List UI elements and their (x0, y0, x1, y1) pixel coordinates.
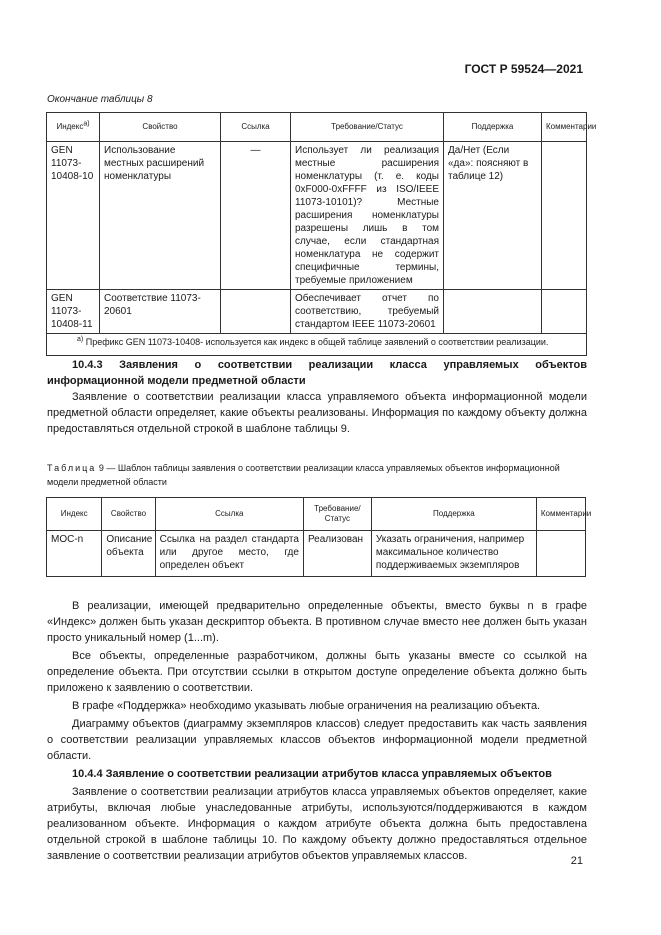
cell-req: Реализован (303, 531, 371, 577)
table8-header-property: Свойство (100, 113, 221, 142)
body-text (47, 598, 587, 866)
cell-ref (221, 290, 291, 334)
table9-header-support: Поддержка (371, 498, 536, 531)
section-heading: 10.4.4 Заявление о соответствии реализации атрибутов класса управляемых объектов (72, 768, 552, 780)
table9-header-row (47, 498, 586, 531)
cell-index: MOC-n (47, 531, 102, 577)
table8-header-ref: Ссылка (221, 113, 291, 142)
cell-comments (542, 290, 587, 334)
cell-req: Использует ли реализация местные расширения номенклатуры (т. е. коды 0xF000-0xFFFF из ISO/IEEE 11073-10101)? Местные расширения номенклатуры разрешены лишь в том случае, если стандартная номенклатура не содержит специфичные термины, требуемые приложением (291, 142, 444, 290)
table-row (47, 142, 587, 290)
table9-caption: Таблица 9 — Шаблон таблицы заявления о соответствии реализации класса управляемых объектов информационной модели предметной области (47, 463, 560, 487)
cell-req: Обеспечивает отчет по соответствию, требуемый стандартом IEEE 11073-20601 (291, 290, 444, 334)
cell-ref: — (221, 142, 291, 290)
table9-header-ref: Ссылка (155, 498, 303, 531)
cell-support: Да/Нет (Если «да»: поясняют в таблице 12) (444, 142, 542, 290)
cell-property: Использование местных расширений номенклатуры (100, 142, 221, 290)
cell-index: GEN 11073-10408-11 (47, 290, 100, 334)
table9-header-comments: Комментарии (536, 498, 585, 531)
cell-property: Соответствие 11073-20601 (100, 290, 221, 334)
footnote-marker: а) (83, 120, 90, 128)
table9 (46, 497, 592, 577)
cell-index: GEN 11073-10408-10 (47, 142, 100, 290)
table8-footnote: $^{а)}$ Префикс GEN 11073-10408- используется как индекс в общей таблице заявлений о соответствии реализации. (47, 334, 587, 356)
table9-header-property: Свойство (102, 498, 155, 531)
table-row (47, 531, 586, 577)
table-row (47, 290, 587, 334)
cell-comments (536, 531, 585, 577)
section-heading: 10.4.3 Заявления о соответствии реализации класса управляемых объектов информационной модели предметной области (47, 359, 587, 387)
document-code: ГОСТ Р 59524—2021 (464, 62, 583, 76)
table8 (46, 112, 597, 356)
cell-comments (542, 142, 587, 290)
table9-header-index: Индекс (47, 498, 102, 531)
cell-ref: Ссылка на раздел стандарта или другое место, где определен объект (155, 531, 303, 577)
table8-header-row (47, 113, 587, 142)
table8-header-index: Индекс$^{а)}$ (47, 113, 100, 142)
paragraph: Диаграмму объектов (диаграмму экземпляров классов) следует предоставить как часть заявления о соответствии реализации управляемых классов объектов информационной модели предметной области. (47, 718, 587, 762)
cell-support: Указать ограничения, например максимальное количество поддерживаемых экземпляров (371, 531, 536, 577)
footnote-marker: а) (77, 336, 84, 343)
cell-support (444, 290, 542, 334)
section-text: Заявление о соответствии реализации атрибутов класса управляемых объектов определяет, какие атрибуты, включая любые унаследованные атрибуты, используются/поддерживаются в каждом реализованном объекте. Информация о каждом атрибуте объекта должна быть предоставлена отдельной строкой в шаблоне таблицы 10. По каждому объекту должно предоставляться отдельное заявление о соответствии реализации атрибутов объектов управляемых классов. (47, 786, 587, 862)
section-10-4-3 (47, 357, 587, 437)
cell-property: Описание объекта (102, 531, 155, 577)
paragraph: Все объекты, определенные разработчиком, должны быть указаны вместе со ссылкой на определение объекта. При отсутствии ссылки в открытом доступе определение объекта должно быть приложено к заявлению о соответствии. (47, 650, 587, 694)
table8-footnote-row (47, 334, 587, 356)
page-number: 21 (570, 855, 583, 867)
table8-caption: Окончание таблицы 8 (47, 94, 153, 105)
table8-header-support: Поддержка (444, 113, 542, 142)
table9-header-req: Требование/ Статус (303, 498, 371, 531)
table8-header-comments: Комментарии (542, 113, 587, 142)
paragraph: В графе «Поддержка» необходимо указывать любые ограничения на реализацию объекта. (72, 700, 541, 712)
paragraph: В реализации, имеющей предварительно определенные объекты, вместо буквы n в графе «Индекс» должен быть указан дескриптор объекта. В противном случае вместо нее должен быть указан просто уникальный номер (1...m). (47, 600, 587, 644)
table8-header-req: Требование/Статус (291, 113, 444, 142)
section-text: Заявление о соответствии реализации класса управляемого объекта информационной модели предметной области определяет, какие объекты реализованы. Информация по каждому объекту должна предоставляться отдельной строкой в шаблоне таблицы 9. (47, 391, 587, 435)
